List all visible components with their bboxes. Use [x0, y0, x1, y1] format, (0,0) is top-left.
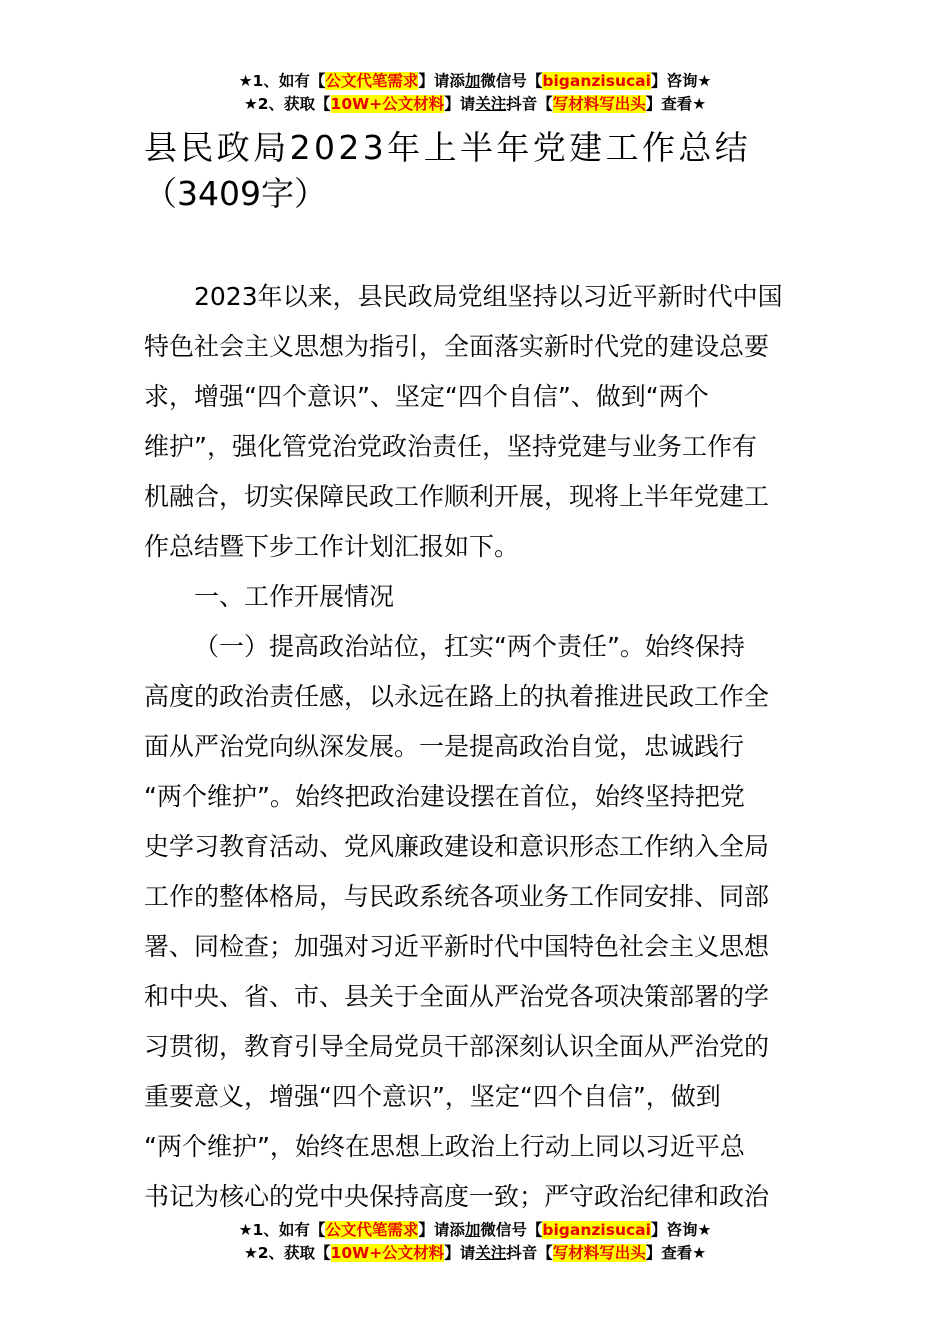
paragraph-line: 署、同检查；加强对习近平新时代中国特色社会主义思想: [144, 932, 770, 961]
paragraph-line: 高度的政治责任感，以永远在路上的执着推进民政工作全: [144, 682, 770, 711]
banner-text: 抖音【: [506, 1244, 553, 1262]
banner-text: 】查看★: [645, 95, 707, 113]
banner-highlight: 公文代笔需求: [325, 72, 419, 90]
document-body: [144, 272, 808, 1222]
paragraph-line: （一）提高政治站位，扛实“两个责任”。始终保持: [194, 632, 745, 661]
paragraph-line: 书记为核心的党中央保持高度一致；严守政治纪律和政治: [144, 1182, 770, 1211]
promo-banner-bottom-line-1: [0, 1219, 950, 1241]
banner-text: 微信号【: [480, 72, 543, 90]
banner-underlined: 加: [464, 1221, 481, 1239]
banner-text: 】查看★: [645, 1244, 707, 1262]
paragraph-line: 习贯彻，教育引导全局党员干部深刻认识全面从严治党的: [144, 1032, 770, 1061]
banner-text: ★1、如有【: [238, 72, 326, 90]
banner-text: 】请添: [418, 72, 465, 90]
paragraph-line: 史学习教育活动、党风廉政建设和意识形态工作纳入全局: [144, 832, 770, 861]
banner-highlight: 写材料写出头: [552, 1244, 646, 1262]
paragraph-line: 面从严治党向纵深发展。一是提高政治自觉，忠诚践行: [144, 732, 745, 761]
paragraph-line: 2023年以来，县民政局党组坚持以习近平新时代中国: [194, 282, 783, 311]
section-heading: 一、工作开展情况: [194, 582, 395, 611]
paragraph-line: 和中央、省、市、县关于全面从严治党各项决策部署的学: [144, 982, 770, 1011]
paragraph-line: 工作的整体格局，与民政系统各项业务工作同安排、同部: [144, 882, 770, 911]
document-title: 县民政局2023年上半年党建工作总结: [144, 128, 752, 167]
banner-text: 】请添: [418, 1221, 465, 1239]
banner-text: ★2、获取【: [243, 95, 331, 113]
banner-text: 】咨询★: [650, 72, 712, 90]
paragraph-line: 特色社会主义思想为指引，全面落实新时代党的建设总要: [144, 332, 770, 361]
paragraph-line: 作总结暨下步工作计划汇报如下。: [144, 532, 520, 561]
promo-banner-top-line-1: [0, 70, 950, 92]
banner-text: 】咨询★: [650, 1221, 712, 1239]
banner-text: 微信号【: [480, 1221, 543, 1239]
banner-highlight: biganzisucai: [542, 72, 651, 90]
banner-highlight: 10W+公文材料: [330, 1244, 445, 1262]
banner-highlight: 写材料写出头: [552, 95, 646, 113]
paragraph-line: 机融合，切实保障民政工作顺利开展，现将上半年党建工: [144, 482, 770, 511]
banner-text: 】请: [444, 95, 476, 113]
banner-highlight: biganzisucai: [542, 1221, 651, 1239]
promo-banner-bottom-line-2: [0, 1242, 950, 1264]
banner-text: 抖音【: [506, 95, 553, 113]
banner-highlight: 公文代笔需求: [325, 1221, 419, 1239]
banner-text: 】请: [444, 1244, 476, 1262]
banner-underlined: 关注: [475, 1244, 507, 1262]
paragraph-line: 维护”，强化管党治党政治责任，坚持党建与业务工作有: [144, 432, 757, 461]
paragraph-line: 重要意义，增强“四个意识”，坚定“四个自信”，做到: [144, 1082, 721, 1111]
paragraph-line: “两个维护”。始终把政治建设摆在首位，始终坚持把党: [144, 782, 745, 811]
document-subtitle-word-count: （3409字）: [144, 174, 327, 213]
banner-underlined: 关注: [475, 95, 507, 113]
paragraph-line: “两个维护”，始终在思想上政治上行动上同以习近平总: [144, 1132, 745, 1161]
banner-underlined: 加: [464, 72, 481, 90]
paragraph-line: 求，增强“四个意识”、坚定“四个自信”、做到“两个: [144, 382, 709, 411]
banner-text: ★2、获取【: [243, 1244, 331, 1262]
banner-text: ★1、如有【: [238, 1221, 326, 1239]
banner-highlight: 10W+公文材料: [330, 95, 445, 113]
promo-banner-top-line-2: [0, 93, 950, 115]
